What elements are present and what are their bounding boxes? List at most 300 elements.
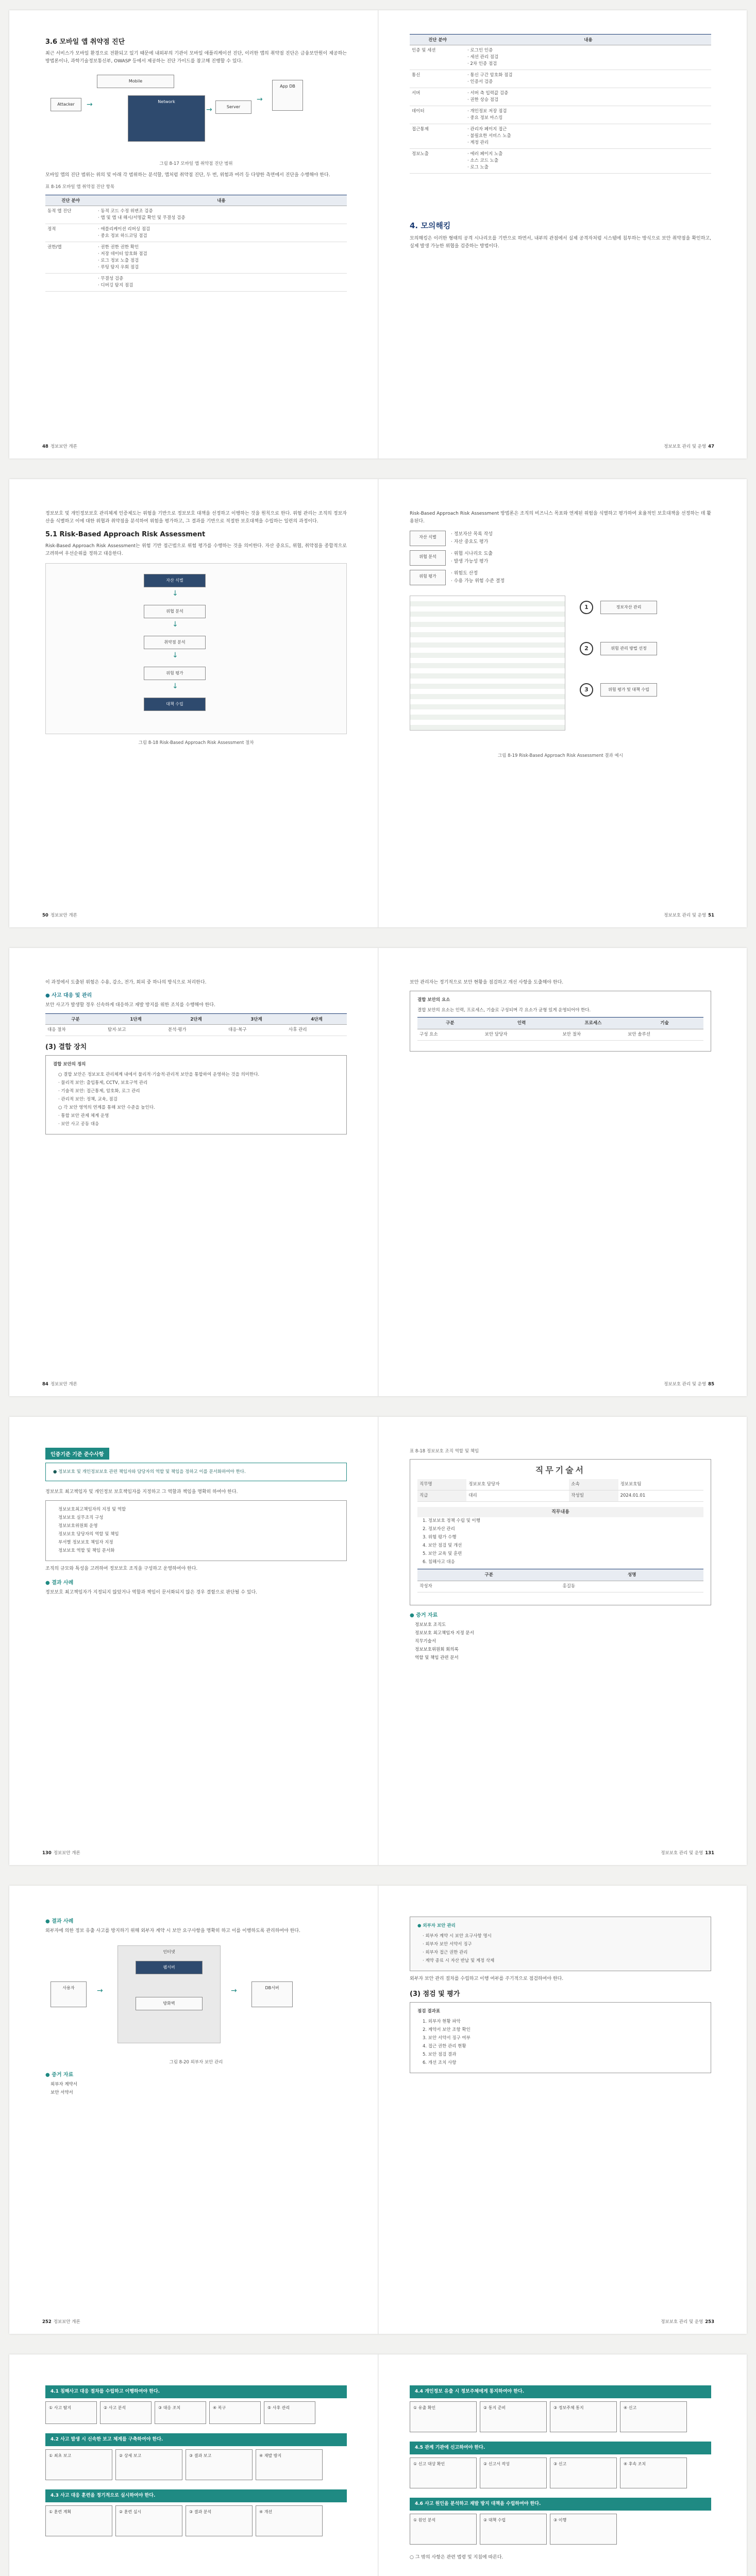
table-caption: 표 8-16 모바일 앱 취약점 진단 항목 (45, 184, 115, 190)
section-heading: 4. 모의해킹 (410, 221, 451, 230)
side-step-text: · 위험도 산정 · 수용 가능 위험 수준 결정 (451, 571, 505, 584)
running-title: 정보보호 관리 및 운영 (664, 913, 707, 918)
folio (664, 1381, 716, 1387)
procedure-title: 관계 기관에 신고하여야 한다. (425, 2445, 485, 2450)
note-heading: ● 결과 사례 (45, 1580, 74, 1586)
criteria-box: ● 정보보호 및 개인정보보호 관련 책임자와 담당자의 역할 및 책임을 정하고 이를 문서화하여야 한다. (45, 1463, 347, 1481)
list-item: 정보보호 최고책임자 지정 문서 (415, 1631, 474, 1636)
procedure-title: 사고 발생 시 신속한 보고 체계를 구축하여야 한다. (60, 2437, 163, 2442)
box-line: ○ 결합 보안은 정보보호 관리체계 내에서 물리적·기술적·관리적 보안을 통합하여 운영하는 것을 의미한다. (58, 1072, 260, 1077)
running-title: 정보보호 관리 및 운영 (661, 2319, 703, 2325)
page-51 (379, 479, 747, 927)
diagram-node: 웹서버 (136, 1961, 203, 1974)
box-line: · 물리적 보안: 출입통제, CCTV, 보호구역 관리 (58, 1080, 148, 1086)
folio (664, 912, 716, 918)
procedure-step: ② 신고서 작성 (480, 2458, 547, 2488)
running-title: 정보보호 관리 및 운영 (664, 1382, 707, 1387)
procedure-step: ② 통지 준비 (480, 2401, 547, 2432)
table-row (410, 70, 711, 88)
table-cell: 권한/앱 (45, 242, 96, 274)
page-370 (9, 2354, 378, 2576)
list-item: 정보보호 역할 및 책임 문서화 (58, 1548, 115, 1553)
table-header: 구분 (417, 1018, 483, 1029)
folio (40, 2318, 80, 2325)
section-heading: 5.1 Risk-Based Approach Risk Assessment (45, 531, 206, 538)
table-cell: · 권한 권한 권한 확인 · 저장 데이터 암호화 점검 · 로그 정보 노출 점검 · 루팅 탐지 우회 점검 (96, 242, 347, 274)
page-84 (9, 948, 378, 1396)
arrow-icon: ↓ (172, 589, 178, 598)
procedure-title: 개인정보 유출 시 정보주체에게 통지하여야 한다. (425, 2389, 525, 2394)
arrow-icon: ↓ (172, 620, 178, 629)
table-row (417, 1029, 703, 1041)
procedure-step: ① 유출 확인 (410, 2401, 477, 2432)
elements-table (417, 1017, 703, 1041)
box-line: · 외부자 접근 권한 관리 (423, 1950, 468, 1955)
diagram-node: 방화벽 (136, 1997, 203, 2010)
doc-item: 4. 보안 점검 및 개선 (423, 1543, 462, 1548)
table-cell: 탐지·보고 (106, 1025, 166, 1036)
table-cell: 대응 절차 (45, 1025, 106, 1036)
procedure-step: ③ 이행 (550, 2514, 617, 2545)
procedure-step: ① 원인 분석 (410, 2514, 477, 2545)
table-row (410, 149, 711, 174)
table-header: 프로세스 (560, 1018, 626, 1029)
procedure-section (410, 2442, 711, 2488)
side-step (410, 570, 711, 585)
step-circle: 2 (580, 642, 593, 655)
table-cell: 서버 (410, 88, 465, 106)
box-line: · 통합 보안 관제 체계 운영 (58, 1113, 109, 1118)
doc-section-title: 직무내용 (417, 1507, 703, 1517)
page-number: 51 (708, 913, 714, 918)
definition-box (45, 1055, 347, 1134)
step-circle: 1 (580, 601, 593, 614)
arrow-icon: ↓ (172, 651, 178, 659)
box-title: 결합 보안의 요소 (417, 997, 450, 1003)
paragraph: 최근 서비스가 모바일 환경으로 전환되고 있기 때문에 내외부의 기관이 모바일 애플리케이션 진단, 이러한 앱의 취약점 진단은 금융보안원이 제공하는 방법론이나, 과학기술정보통신부, OWASP 등에서 제공하는 진단 가이드를 참고해 진행할 수 있다. (45, 51, 347, 64)
procedure-section (45, 2385, 347, 2424)
table-cell: 직급 (417, 1490, 466, 1502)
list-item: 정보보호 실무조직 구성 (58, 1515, 104, 1520)
diagnosis-table-cont (410, 34, 711, 174)
diagram-node: App DB (272, 80, 303, 111)
box-title: ● 외부자 보안 관리 (417, 1923, 456, 1928)
table-cell: 보안 솔루션 (626, 1029, 703, 1041)
table-cell: · 서버 측 입력값 검증 · 권한 상승 점검 (465, 88, 711, 106)
procedure-step: ④ 복구 (209, 2401, 261, 2424)
page-48 (9, 10, 378, 459)
closing-note: ○ 그 밖의 사항은 관련 법령 및 지침에 따른다. (410, 2555, 503, 2560)
table-cell: · 개인정보 저장 점검 · 중요 정보 마스킹 (465, 106, 711, 124)
box-line: · 외부자 계약 시 보안 요구사항 명시 (423, 1934, 492, 1939)
assessment-result-figure (410, 596, 711, 750)
folio (664, 443, 716, 449)
procedure-section (45, 2489, 347, 2536)
procedure-step: ④ 재발 방지 (256, 2449, 323, 2480)
page-number: 252 (42, 2319, 52, 2325)
table-cell: 접근통제 (410, 124, 465, 149)
spread-6 (9, 2354, 747, 2576)
table-cell: 분석·평가 (166, 1025, 226, 1036)
box-line: · 기술적 보안: 접근통제, 암호화, 로그 관리 (58, 1089, 140, 1094)
arrow-icon: ↓ (172, 682, 178, 690)
diagram-node: DB서버 (251, 1981, 293, 2007)
folio (661, 2318, 716, 2325)
paragraph: 외부자에 의한 정보 유출 사고를 방지하기 위해 외부자 계약 시 보안 요구사항을 명확히 하고 이를 이행하도록 관리하여야 한다. (45, 1928, 300, 1934)
box-line: · 계약 종료 시 자산 반납 및 계정 삭제 (423, 1958, 495, 1963)
table-cell: 구성 요소 (417, 1029, 483, 1041)
procedure-label: 4.5 (415, 2445, 423, 2450)
folio (40, 912, 77, 918)
note-heading: ● 증거 자료 (45, 2072, 74, 2078)
job-description-doc (410, 1459, 711, 1605)
table-row (417, 1490, 703, 1502)
running-title: 정보보안 개론 (50, 913, 77, 918)
procedure-section (410, 2498, 711, 2545)
procedure-step: ④ 신고 (620, 2401, 687, 2432)
page-131 (379, 1417, 747, 1865)
step-label: 위험 관리 방법 선정 (600, 642, 657, 655)
figure-caption: 그림 8-19 Risk-Based Approach Risk Assessment 결과 예시 (498, 753, 623, 758)
table-header: 인력 (483, 1018, 561, 1029)
table-cell: 2024.01.01 (618, 1490, 703, 1502)
side-step-label: 자산 식별 (410, 531, 446, 546)
diagram-node: Network (128, 95, 205, 142)
table-row (410, 106, 711, 124)
form-item: 3. 보안 서약서 징구 여부 (423, 2036, 471, 2041)
list-item: 정보보호위원회 회의록 (415, 1647, 459, 1652)
procedure-step: ② 훈련 실시 (115, 2505, 182, 2536)
box-line: · 외부자 보안 서약서 징구 (423, 1942, 472, 1947)
doc-item: 2. 정보자산 관리 (423, 1527, 455, 1532)
subheading: ● 사고 대응 및 관리 (45, 993, 92, 998)
form-item: 2. 계약서 보안 조항 확인 (423, 2027, 471, 2032)
page-253 (379, 1886, 747, 2334)
table-cell: 대응·복구 (226, 1025, 287, 1036)
table-caption: 표 8-18 정보보호 조직 역할 및 책임 (410, 1449, 479, 1454)
figure-caption: 그림 8-20 외부자 보안 관리 (169, 2060, 223, 2065)
step-label: 위험 평가 및 대책 수립 (600, 683, 657, 697)
page-number: 48 (42, 444, 48, 449)
form-item: 1. 외부자 현황 파악 (423, 2019, 461, 2024)
risk-flow-diagram (45, 563, 347, 734)
page-252 (9, 1886, 378, 2334)
table-header: 4단계 (287, 1014, 347, 1025)
procedure-step: ③ 결과 보고 (186, 2449, 253, 2480)
doc-item: 3. 위험 평가 수행 (423, 1535, 457, 1540)
paragraph: 모의해킹은 이러한 형태의 공격 시나리오를 기반으로 하면서, 내부의 관점에서 실제 공격자처럼 시스템에 침투하는 방식으로 보안 취약점을 확인하고, 실제 발생 가능한 위협을 검증하는 방법이다. (410, 236, 711, 249)
criteria-banner: 인증기준 기준 준수사항 (45, 1448, 109, 1460)
procedure-step: ④ 개선 (256, 2505, 323, 2536)
box-text: 결합 보안의 요소는 인력, 프로세스, 기술로 구성되며 각 요소가 균형 있게 운영되어야 한다. (417, 1008, 591, 1013)
table-cell: 홍길동 (561, 1581, 704, 1592)
spread-4 (9, 1417, 747, 1865)
mobile-diagram (45, 70, 347, 157)
table-cell: · 관리자 페이지 접근 · 불필요한 서비스 노출 · 계정 관리 (465, 124, 711, 149)
flow-step: 대책 수립 (144, 698, 206, 711)
table-cell: 대리 (466, 1490, 569, 1502)
table-header: 성명 (561, 1569, 704, 1581)
spread-2 (9, 479, 747, 927)
management-box (410, 1917, 711, 1971)
form-title: 점검 결과표 (417, 2009, 441, 2014)
diagram-node: 사용자 (51, 1981, 87, 2007)
table-cell: 인증 및 세션 (410, 45, 465, 70)
table-cell: · 통신 구간 암호화 점검 · 인증서 검증 (465, 70, 711, 88)
diagnosis-table (45, 195, 347, 292)
procedure-title: 사고 원인을 분석하고 재발 방지 대책을 수립하여야 한다. (425, 2501, 541, 2506)
list-item: 정보보호 담당자의 역할 및 책임 (58, 1532, 119, 1537)
section-heading: 3.6 모바일 앱 취약점 진단 (45, 38, 125, 46)
procedure-step: ⑤ 사후 관리 (264, 2401, 315, 2424)
paragraph: 조직의 규모와 특성을 고려하여 정보보호 조직을 구성하고 운영하여야 한다. (45, 1566, 198, 1571)
flow-step: 자산 식별 (144, 574, 206, 587)
table-cell: 정보보호팀 (618, 1479, 703, 1490)
folio (40, 443, 77, 449)
page-number: 253 (705, 2319, 714, 2325)
network-diagram (45, 1940, 347, 2054)
spread-1 (9, 10, 747, 459)
page-47 (379, 10, 747, 459)
table-header: 구분 (45, 1014, 106, 1025)
step-circle: 3 (580, 683, 593, 697)
procedure-step: ③ 대응 조치 (155, 2401, 206, 2424)
table-row (417, 1581, 703, 1592)
procedure-banner (410, 2442, 711, 2454)
paragraph: 정보보호 최고책임자가 지정되지 않았거나 역할과 책임이 문서화되지 않은 경우 결함으로 판단될 수 있다. (45, 1590, 258, 1595)
running-title: 정보보호 관리 및 운영 (664, 444, 707, 449)
procedure-banner (410, 2385, 711, 2398)
table-cell: 동적 앱 진단 (45, 206, 96, 224)
side-step-text: · 위협 시나리오 도출 · 발생 가능성 평가 (451, 551, 493, 564)
list-item: 직무기술서 (415, 1639, 436, 1644)
list-item: 역할 및 책임 관련 문서 (415, 1655, 459, 1660)
procedure-step: ① 최초 보고 (45, 2449, 112, 2480)
diagram-node: Server (215, 100, 251, 114)
running-title: 정보보안 개론 (50, 444, 77, 449)
arrow-icon: → (206, 106, 212, 114)
elements-box (410, 991, 711, 1052)
procedure-section (410, 2385, 711, 2432)
paragraph: 정보보호 및 개인정보보호 관리체계 인증제도는 위험을 기반으로 정보보호 대책을 선정하고 이행하는 것을 원칙으로 한다. 위험 관리는 조직의 정보자산을 식별하고 이에 대한 위협과 취약점을 분석하여 위험을 평가하고, 그 결과를 기반으로 적절한 보호대책을 수립하는 일련의 과정이다. (45, 511, 347, 524)
form-item: 4. 접근 권한 관리 현황 (423, 2044, 466, 2049)
side-step-label: 위협 분석 (410, 550, 446, 566)
procedure-step: ① 신고 대상 확인 (410, 2458, 477, 2488)
paragraph: 보안 관리자는 정기적으로 보안 현황을 점검하고 개선 사항을 도출해야 한다. (410, 980, 564, 985)
doc-sign-table (417, 1569, 703, 1592)
page-number: 84 (42, 1382, 48, 1387)
table-cell: 작성자 (417, 1581, 561, 1592)
table-cell: 직무명 (417, 1479, 466, 1490)
table-cell: 보안 절차 (560, 1029, 626, 1041)
running-title: 정보보안 개론 (50, 1382, 77, 1387)
box-line: · 관리적 보안: 정책, 교육, 점검 (58, 1097, 117, 1102)
step-label: 정보자산 관리 (600, 601, 657, 614)
procedure-steps (410, 2458, 711, 2488)
page-number: 47 (708, 444, 714, 449)
figure-caption: 그림 8-18 Risk-Based Approach Risk Assessment 절차 (138, 740, 254, 745)
table-cell: · 에러 페이지 노출 · 소스 코드 노출 · 로그 노출 (465, 149, 711, 174)
table-header: 구분 (417, 1569, 561, 1581)
folio (661, 1850, 716, 1856)
procedure-step: ④ 후속 조치 (620, 2458, 687, 2488)
procedure-title: 사고 대응 훈련을 정기적으로 실시하여야 한다. (60, 2493, 156, 2498)
table-cell: · 로그인 인증 · 세션 관리 점검 · 2차 인증 점검 (465, 45, 711, 70)
arrow-icon: → (257, 95, 263, 104)
procedure-steps (45, 2449, 347, 2480)
paragraph: 외부자 보안 관리 절차를 수립하고 이행 여부를 주기적으로 점검하여야 한다. (410, 1976, 564, 1981)
procedure-steps (45, 2401, 347, 2424)
table-cell: 작성일 (569, 1490, 618, 1502)
side-steps (410, 531, 711, 585)
table-row (45, 274, 347, 292)
doc-info-table (417, 1479, 703, 1502)
procedure-section (45, 2433, 347, 2480)
table-cell: 정적 (45, 224, 96, 242)
table-cell: · 동적 코드 수정 위변조 검증 · 앱 및 앱 내 해시/서명값 확인 및 무결성 검증 (96, 206, 347, 224)
note-heading: ● 증거 자료 (410, 1613, 438, 1618)
doc-title: 직무기술서 (535, 1465, 586, 1475)
table-cell: 통신 (410, 70, 465, 88)
table-header: 기술 (626, 1018, 703, 1029)
procedure-label: 4.4 (415, 2389, 423, 2394)
procedure-label: 4.6 (415, 2501, 423, 2506)
side-step-label: 위험 평가 (410, 570, 446, 585)
diagram-node: Attacker (51, 98, 81, 111)
box-line: · 보안 사고 공동 대응 (58, 1122, 99, 1127)
form-item: 5. 보안 점검 결과 (423, 2052, 457, 2057)
paragraph: 보안 사고가 발생할 경우 신속하게 대응하고 재발 방지를 위한 조치를 수행해야 한다. (45, 1003, 215, 1008)
figure-caption: 그림 8-17 모바일 앱 취약점 진단 범위 (159, 161, 233, 166)
table-row (410, 88, 711, 106)
table-row (45, 242, 347, 274)
page-130 (9, 1417, 378, 1865)
running-title: 정보보호 관리 및 운영 (661, 1851, 703, 1856)
table-header: 2단계 (166, 1014, 226, 1025)
paragraph: 이 과정에서 도출된 위험은 수용, 감소, 전가, 회피 중 하나의 방식으로 처리한다. (45, 980, 207, 985)
running-title: 정보보안 개론 (53, 1851, 80, 1856)
procedure-step: ③ 신고 (550, 2458, 617, 2488)
procedure-step: ① 훈련 계획 (45, 2505, 112, 2536)
paragraph: 정보보호 최고책임자 및 개인정보 보호책임자를 지정하고 그 역할과 책임을 명확히 하여야 한다. (45, 1489, 238, 1495)
procedure-banner (45, 2385, 347, 2398)
note-heading: ● 결과 사례 (45, 1919, 74, 1924)
arrow-icon: → (87, 100, 93, 109)
page-50 (9, 479, 378, 927)
flow-step: 취약점 분석 (144, 636, 206, 649)
section-heading: (3) 결합 장치 (45, 1043, 87, 1051)
table-cell: · 애플리케이션 리버싱 점검 · 중요 정보 하드코딩 점검 (96, 224, 347, 242)
procedure-steps (45, 2505, 347, 2536)
running-title: 정보보안 개론 (53, 2319, 80, 2325)
page-number: 50 (42, 913, 48, 918)
procedure-banner (45, 2489, 347, 2502)
diagram-node: 인터넷 (117, 1945, 221, 2043)
page-number: 131 (705, 1851, 714, 1856)
table-cell: · 무결성 검증 · 디버깅 탐지 점검 (96, 274, 347, 292)
form-item: 6. 개선 조치 사항 (423, 2060, 457, 2065)
table-header: 내용 (465, 35, 711, 45)
page-85 (379, 948, 747, 1396)
table-row (417, 1479, 703, 1490)
procedure-label: 4.2 (51, 2437, 59, 2442)
table-cell: 데이터 (410, 106, 465, 124)
table-cell: 사후 관리 (287, 1025, 347, 1036)
table-row (45, 206, 347, 224)
table-header: 내용 (96, 195, 347, 206)
response-table (45, 1013, 347, 1036)
table-header: 3단계 (226, 1014, 287, 1025)
result-table-image (410, 596, 565, 731)
list-item: 정보보호최고책임자의 지정 및 역할 (58, 1507, 126, 1512)
procedure-steps (410, 2401, 711, 2432)
procedure-step: ② 사고 분석 (100, 2401, 152, 2424)
page-number: 85 (708, 1382, 714, 1387)
procedure-step: ② 상세 보고 (115, 2449, 182, 2480)
table-row (45, 224, 347, 242)
folio (40, 1850, 80, 1856)
spread-3 (9, 948, 747, 1396)
page-371 (379, 2354, 747, 2576)
arrow-icon: → (97, 1987, 103, 1995)
list-item: 외부자 계약서 (51, 2082, 77, 2087)
diagram-node: Mobile (97, 75, 174, 88)
procedure-banner (410, 2498, 711, 2511)
list-item: 부서별 정보보호 책임자 지정 (58, 1540, 113, 1545)
flow-step: 위협 분석 (144, 605, 206, 618)
procedure-label: 4.1 (51, 2389, 59, 2394)
box-title: 결합 보안의 정의 (53, 1062, 86, 1067)
list-item: 정보보호 조직도 (415, 1622, 446, 1628)
side-step (410, 531, 711, 546)
paragraph: Risk-Based Approach Risk Assessment는 위험 기반 접근법으로 위험 평가를 수행하는 것을 의미한다. 자산 중요도, 위협, 취약점을 종합적으로 고려하여 우선순위를 정하고 대응한다. (45, 544, 347, 556)
section-heading: (3) 점검 및 평가 (410, 1990, 460, 1998)
procedure-title: 침해사고 대응 절차를 수립하고 이행하여야 한다. (60, 2389, 160, 2394)
flow-step: 위험 평가 (144, 667, 206, 680)
doc-item: 1. 정보보호 정책 수립 및 이행 (423, 1518, 480, 1523)
table-cell: 보안 담당자 (483, 1029, 561, 1041)
page-number: 130 (42, 1851, 52, 1856)
table-header: 1단계 (106, 1014, 166, 1025)
list-item: 정보보호위원회 운영 (58, 1523, 98, 1529)
side-step-text: · 정보자산 목록 작성 · 자산 중요도 평가 (451, 532, 493, 545)
table-cell: 정보노출 (410, 149, 465, 174)
table-cell: 소속 (569, 1479, 618, 1490)
table-row (410, 124, 711, 149)
side-step (410, 550, 711, 566)
requirement-list (45, 1500, 347, 1561)
arrow-icon: → (231, 1987, 237, 1995)
list-item: 보안 서약서 (51, 2090, 73, 2095)
table-cell: 정보보호 담당자 (466, 1479, 569, 1490)
doc-item: 6. 침해사고 대응 (423, 1560, 455, 1565)
table-header: 진단 분야 (410, 35, 465, 45)
procedure-step: ③ 정보주체 통지 (550, 2401, 617, 2432)
paragraph: 모바일 앱의 진단 범위는 위의 및 아래 각 범위하는 분석할, 앱처럼 취약점 진단, 두 번, 위험과 여러 등 다양한 측면에서 진단을 수행해야 한다. (45, 173, 330, 178)
procedure-step: ③ 결과 분석 (186, 2505, 253, 2536)
box-line: ○ 각 보안 영역의 연계를 통해 보안 수준을 높인다. (58, 1105, 155, 1110)
procedure-banner (45, 2433, 347, 2446)
doc-item: 5. 보안 교육 및 훈련 (423, 1551, 462, 1556)
table-row (410, 45, 711, 70)
procedure-steps (410, 2514, 711, 2545)
inspection-form (410, 2002, 711, 2073)
procedure-label: 4.3 (51, 2493, 59, 2498)
procedure-step: ② 대책 수립 (480, 2514, 547, 2545)
spread-5 (9, 1886, 747, 2334)
folio (40, 1381, 77, 1387)
procedure-step: ① 사고 탐지 (45, 2401, 97, 2424)
